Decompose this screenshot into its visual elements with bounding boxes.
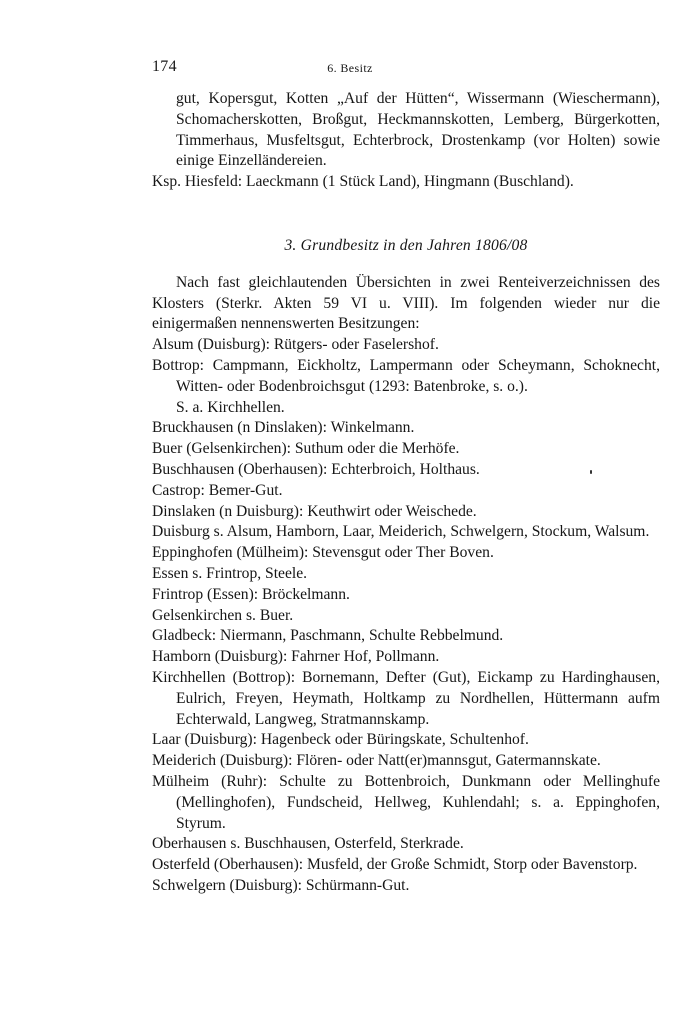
entry-frintrop: Frintrop (Essen): Bröckelmann. — [152, 585, 350, 603]
entry-meiderich: Meiderich (Duisburg): Flören- oder Natt(er)mannsgut, Gatermannskate. — [152, 752, 601, 770]
entry-kirchhellen: Kirchhellen (Bottrop): Bornemann, Defter (Gut), Eickamp zu Hardinghausen, Eulrich, Freyen, Heymath, Holtkamp zu Nordhellen, Hüttermann aufm Echterwald, Langweg, Stratmannskamp. — [152, 668, 660, 728]
page-number: 174 — [152, 58, 177, 75]
section-heading: 3. Grundbesitz in den Jahren 1806/08 — [284, 236, 528, 254]
entry-hamborn: Hamborn (Duisburg): Fahrner Hof, Pollmann. — [152, 648, 440, 666]
entry-gladbeck: Gladbeck: Niermann, Paschmann, Schulte Rebbelmund. — [152, 627, 504, 645]
entry-muelheim: Mülheim (Ruhr): Schulte zu Bottenbroich, Dunkmann oder Mellinghufe (Mellinghofen), Fundscheid, Hellweg, Kuhlendahl; s. a. Eppinghofen, Styrum. — [152, 772, 660, 832]
section-intro-paragraph: Nach fast gleichlautenden Übersichten in zwei Renteiverzeichnissen des Klosters (Sterkr. Akten 59 VI u. VIII). Im folgenden wieder nur die einigermaßen nennenswerten Besitzungen: — [152, 273, 660, 333]
continued-entry-text: gut, Kopersgut, Kotten „Auf der Hütten“, Wissermann (Wieschermann), Schomacherskotten, Broßgut, Heckmannskotten, Lemberg, Bürgerkotten, Timmerhaus, Musfeltsgut, Echterbrock, Drostenkamp (vor Holten) sowie einige Einzelländereien. — [176, 90, 660, 170]
entry-buschhausen: Buschhausen (Oberhausen): Echterbroich, Holthaus. — [152, 460, 480, 478]
entry-eppinghofen: Eppinghofen (Mülheim): Stevensgut oder Ther Boven. — [152, 544, 494, 562]
entry-laar: Laar (Duisburg): Hagenbeck oder Büringskate, Schultenhof. — [152, 731, 529, 749]
entry-osterfeld: Osterfeld (Oberhausen): Musfeld, der Große Schmidt, Storp oder Bavenstorp. — [152, 856, 638, 874]
entry-dinslaken: Dinslaken (n Duisburg): Keuthwirt oder Weischede. — [152, 502, 477, 520]
entry-essen: Essen s. Frintrop, Steele. — [152, 564, 308, 582]
entry-castrop: Castrop: Bemer-Gut. — [152, 481, 283, 499]
entry-oberhausen: Oberhausen s. Buschhausen, Osterfeld, Sterkrade. — [152, 835, 464, 853]
print-speck — [590, 470, 592, 474]
entry-gelsenkirchen: Gelsenkirchen s. Buer. — [152, 606, 294, 624]
entry-alsum: Alsum (Duisburg): Rütgers- oder Faselershof. — [152, 336, 439, 354]
entry-duisburg: Duisburg s. Alsum, Hamborn, Laar, Meiderich, Schwelgern, Stockum, Walsum. — [152, 523, 650, 541]
entry-bruckhausen: Bruckhausen (n Dinslaken): Winkelmann. — [152, 419, 415, 437]
body-text — [152, 89, 660, 897]
entry-schwelgern: Schwelgern (Duisburg): Schürmann-Gut. — [152, 876, 410, 894]
entry-buer: Buer (Gelsenkirchen): Suthum oder die Merhöfe. — [152, 440, 460, 458]
entry-bottrop-note: S. a. Kirchhellen. — [176, 398, 285, 416]
entry-hiesfeld: Ksp. Hiesfeld: Laeckmann (1 Stück Land), Hingmann (Buschland). — [152, 173, 574, 191]
running-head: 6. Besitz — [327, 61, 373, 75]
entry-bottrop: Bottrop: Campmann, Eickholtz, Lampermann oder Scheymann, Schoknecht, Witten- oder Bodenbroichsgut (1293: Batenbroke, s. o.). — [152, 356, 660, 395]
